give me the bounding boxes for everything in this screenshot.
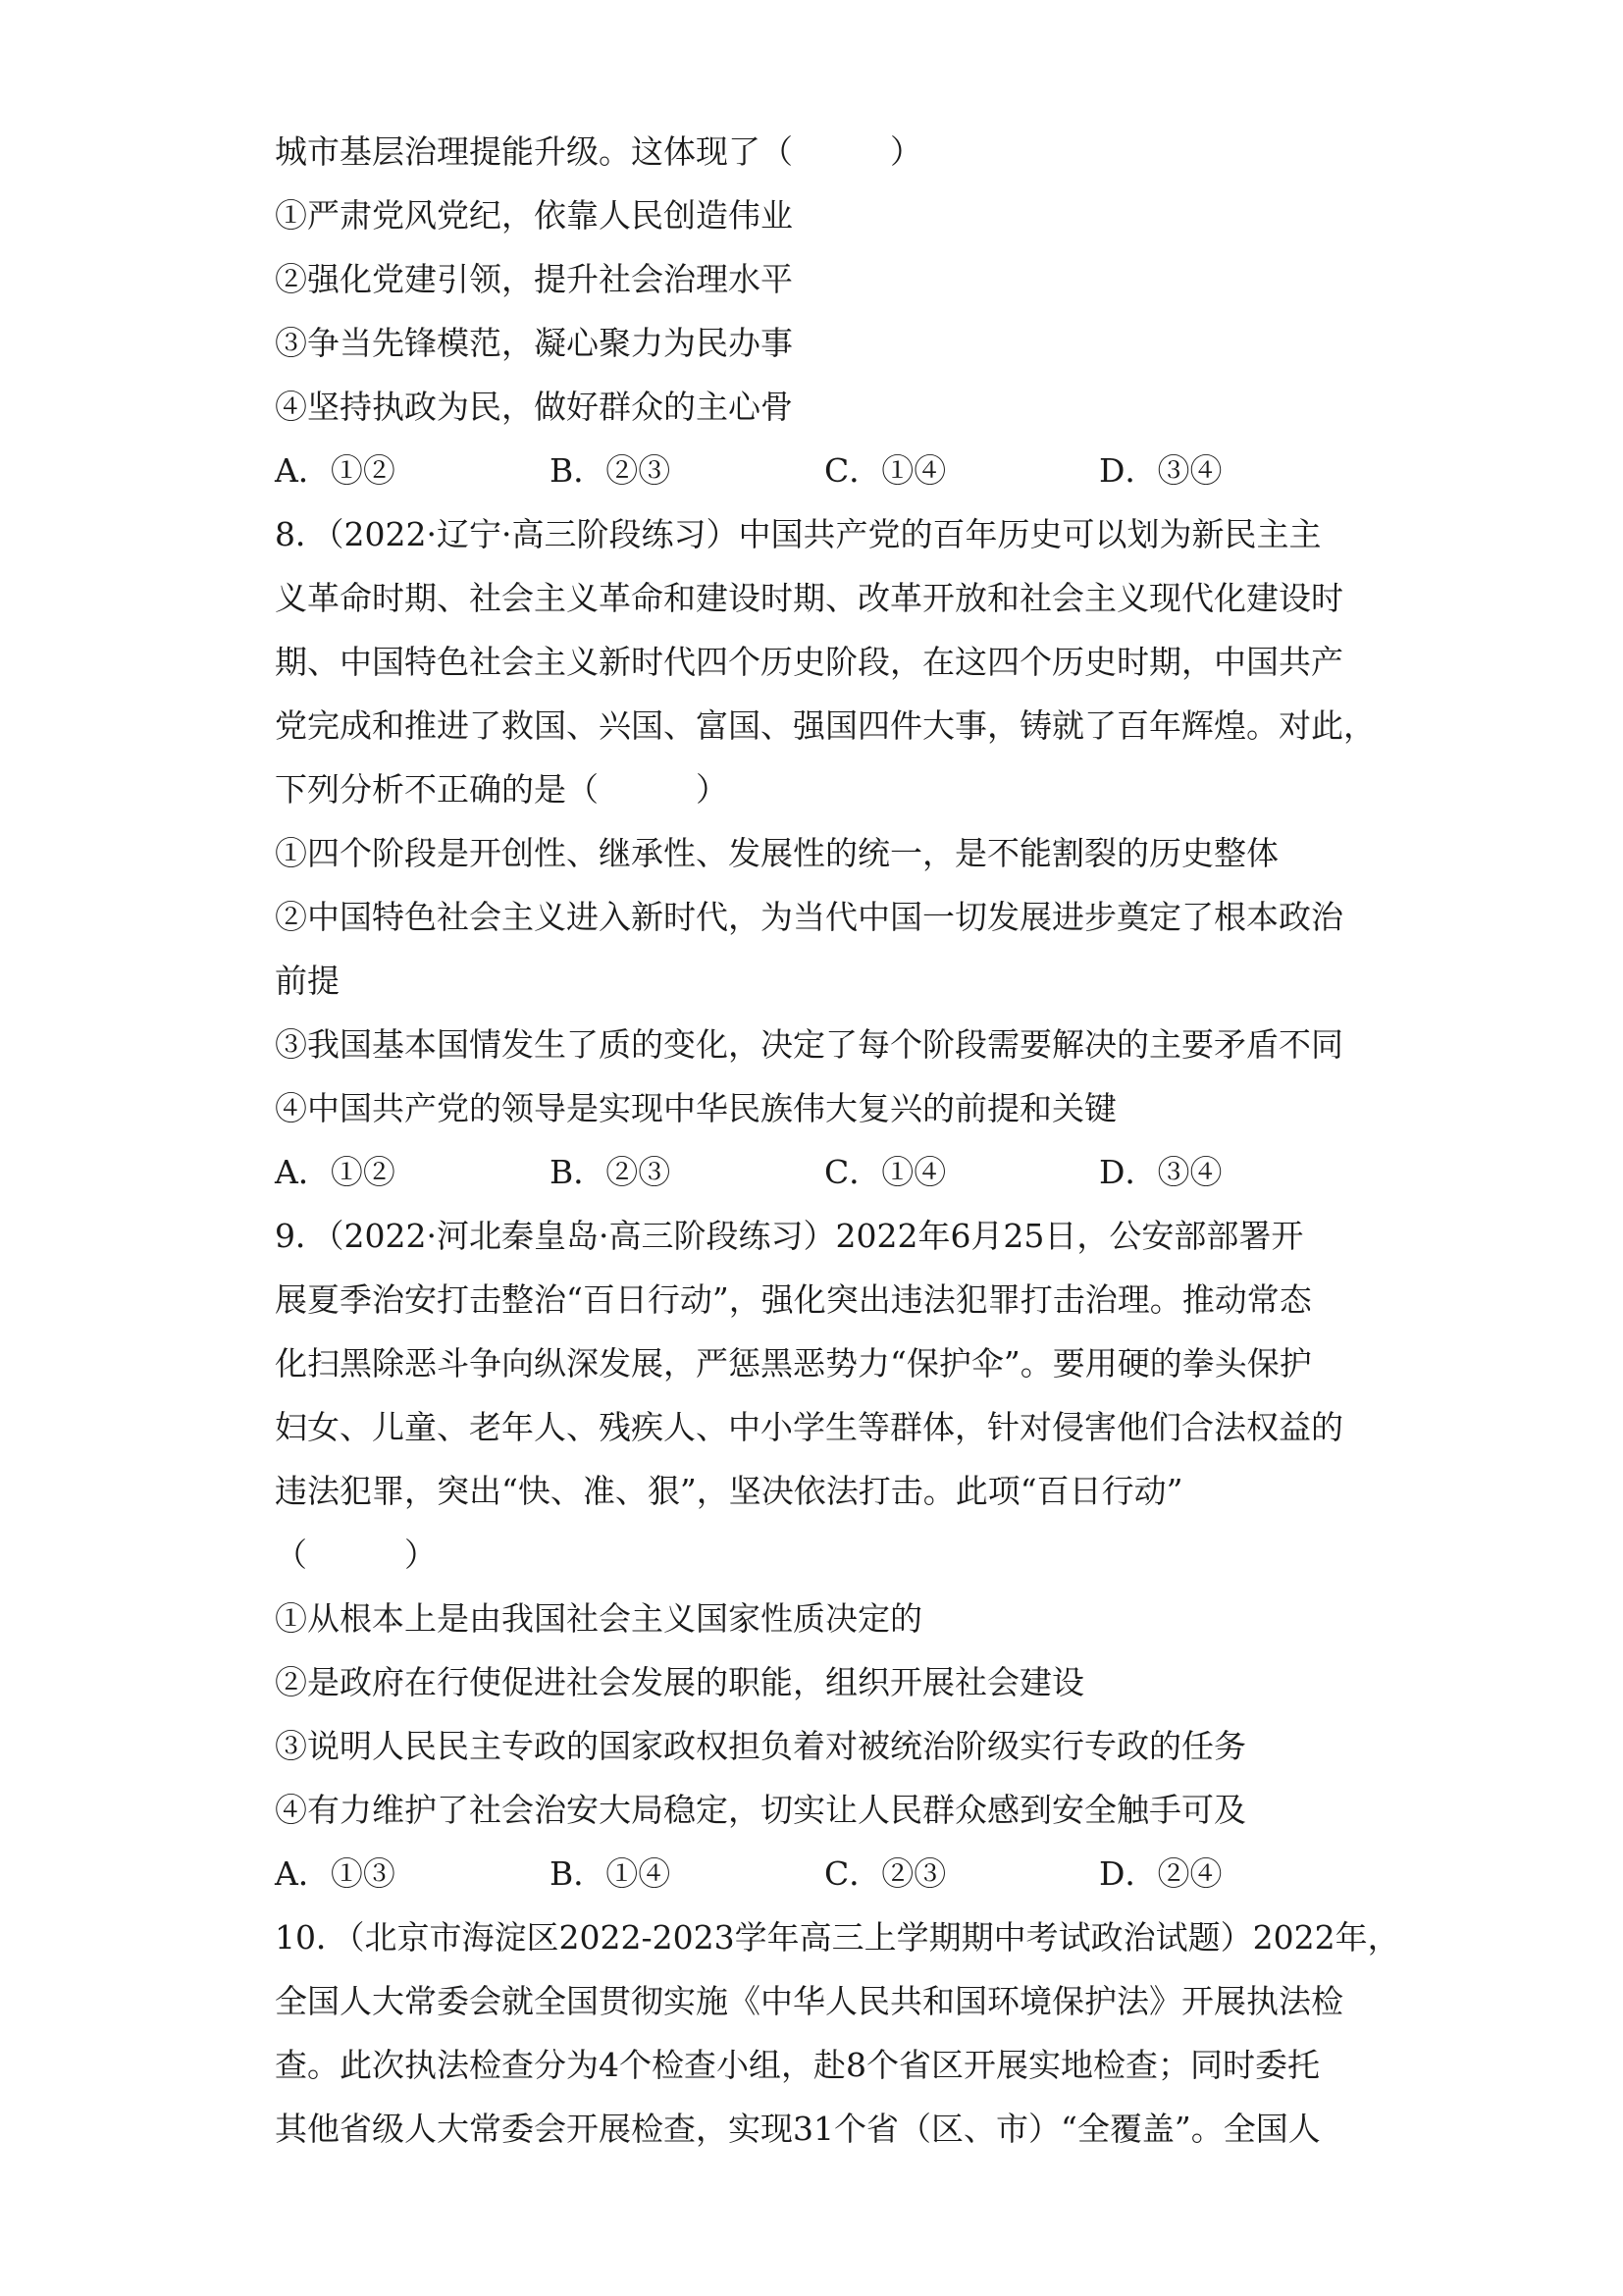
question-8-option-d: D．③④ <box>1099 1153 1223 1191</box>
question-7-option-a: A．①② <box>275 451 395 490</box>
question-7-statement-1: ①严肃党风党纪，依靠人民创造伟业 <box>275 196 793 235</box>
question-9-stem-line: （ ） <box>275 1536 437 1574</box>
question-7-options <box>275 439 1374 502</box>
question-9-statement-2: ②是政府在行使促进社会发展的职能，组织开展社会建设 <box>275 1663 1084 1701</box>
question-7-option-c: C．①④ <box>824 451 947 490</box>
question-9-stem-line: 化扫黑除恶斗争向纵深发展，严惩黑恶势力“保护伞”。要用硬的拳头保护 <box>275 1344 1312 1383</box>
question-7-statement-3: ③争当先锋模范，凝心聚力为民办事 <box>275 324 793 362</box>
question-9-stem-line: 展夏季治安打击整治“百日行动”，强化突出违法犯罪打击治理。推动常态 <box>275 1280 1312 1319</box>
question-7-statement-4: ④坚持执政为民，做好群众的主心骨 <box>275 388 793 426</box>
question-9-option-b: B．①④ <box>550 1854 671 1893</box>
question-8-option-c: C．①④ <box>824 1153 947 1191</box>
question-10-stem-line: 全国人大常委会就全国贯彻实施《中华人民共和国环境保护法》开展执法检 <box>275 1982 1343 2020</box>
question-9-statement-1: ①从根本上是由我国社会主义国家性质决定的 <box>275 1599 922 1638</box>
question-8-stem-line: 义革命时期、社会主义革命和建设时期、改革开放和社会主义现代化建设时 <box>275 579 1343 617</box>
question-9-option-d: D．②④ <box>1099 1854 1223 1893</box>
question-8-statement-3: ③我国基本国情发生了质的变化，决定了每个阶段需要解决的主要矛盾不同 <box>275 1025 1343 1064</box>
question-8-statement-4: ④中国共产党的领导是实现中华民族伟大复兴的前提和关键 <box>275 1089 1117 1127</box>
question-10-stem-line: 查。此次执法检查分为4个检查小组，赴8个省区开展实地检查；同时委托 <box>275 2046 1320 2084</box>
question-10-stem-line: 其他省级人大常委会开展检查，实现31个省（区、市）“全覆盖”。全国人 <box>275 2110 1321 2148</box>
question-content <box>275 120 1400 2161</box>
question-8-statement-1: ①四个阶段是开创性、继承性、发展性的统一，是不能割裂的历史整体 <box>275 834 1279 872</box>
question-9-stem-line: 9．（2022·河北秦皇岛·高三阶段练习）2022年6月25日，公安部部署开 <box>275 1217 1304 1255</box>
question-8 <box>275 502 1374 1204</box>
question-10 <box>275 1905 1400 2161</box>
question-7-statement-2: ②强化党建引领，提升社会治理水平 <box>275 260 793 298</box>
question-8-options <box>275 1140 1374 1204</box>
question-8-statement-2-cont: 前提 <box>275 962 340 1000</box>
question-8-option-a: A．①② <box>275 1153 395 1191</box>
question-8-stem-line: 党完成和推进了救国、兴国、富国、强国四件大事，铸就了百年辉煌。对此， <box>275 706 1376 745</box>
question-9-statement-4: ④有力维护了社会治安大局稳定，切实让人民群众感到安全触手可及 <box>275 1791 1246 1829</box>
question-7-stem-line: 城市基层治理提能升级。这体现了（ ） <box>275 132 922 171</box>
question-9-stem-line: 违法犯罪，突出“快、准、狠”，坚决依法打击。此项“百日行动” <box>275 1472 1183 1510</box>
question-9-statement-3: ③说明人民民主专政的国家政权担负着对被统治阶级实行专政的任务 <box>275 1727 1246 1765</box>
question-9-option-c: C．②③ <box>824 1854 947 1893</box>
question-9-option-a: A．①③ <box>275 1854 395 1893</box>
question-9 <box>275 1204 1374 1905</box>
question-8-option-b: B．②③ <box>550 1153 671 1191</box>
question-8-stem-line: 8．（2022·辽宁·高三阶段练习）中国共产党的百年历史可以划为新民主主 <box>275 515 1322 553</box>
question-8-stem-line: 下列分析不正确的是（ ） <box>275 770 728 809</box>
question-8-statement-2: ②中国特色社会主义进入新时代，为当代中国一切发展进步奠定了根本政治 <box>275 898 1343 936</box>
question-8-stem-line: 期、中国特色社会主义新时代四个历史阶段，在这四个历史时期，中国共产 <box>275 643 1343 681</box>
question-7 <box>275 120 1374 502</box>
question-7-option-d: D．③④ <box>1099 451 1223 490</box>
question-7-option-b: B．②③ <box>550 451 671 490</box>
question-10-stem-line: 10．（北京市海淀区2022-2023学年高三上学期期中考试政治试题）2022年， <box>275 1918 1400 1957</box>
question-9-stem-line: 妇女、儿童、老年人、残疾人、中小学生等群体，针对侵害他们合法权益的 <box>275 1408 1343 1446</box>
question-9-options <box>275 1842 1374 1905</box>
